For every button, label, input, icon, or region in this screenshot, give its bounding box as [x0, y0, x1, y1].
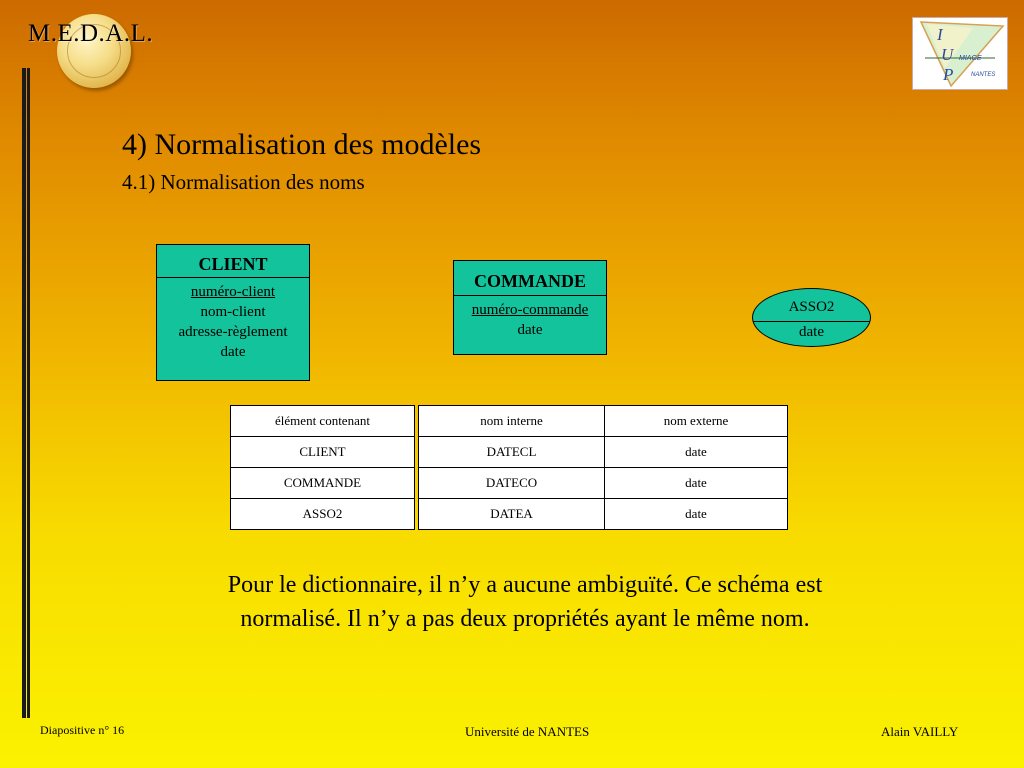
entity-client-attr: adresse-règlement — [178, 324, 288, 340]
entity-client-attrs — [157, 278, 309, 362]
association-asso2 — [752, 288, 871, 347]
conclusion-paragraph: Pour le dictionnaire, il n’y a aucune ambiguïté. Ce schéma est normalisé. Il n’y a pas deux propriétés ayant le même nom. — [227, 572, 823, 632]
brand-title: M.E.D.A.L. — [28, 20, 154, 47]
association-attr: date — [799, 324, 824, 340]
entity-client-name: CLIENT — [157, 245, 309, 278]
table-cell: date — [605, 499, 788, 530]
entity-client-key: numéro-client — [190, 284, 276, 300]
footer-slide-number: Diapositive n° 16 — [40, 723, 125, 737]
entity-client-attr: nom-client — [200, 304, 266, 320]
entity-client-attr: date — [220, 344, 246, 360]
svg-text:U: U — [941, 45, 954, 64]
footer-university: Université de NANTES — [465, 724, 590, 739]
entity-commande-attr: date — [517, 322, 543, 338]
entity-client — [156, 244, 310, 381]
iup-logo-icon — [913, 18, 1007, 89]
dictionary-table-container — [230, 405, 415, 530]
slide-subtitle: 4.1) Normalisation des noms — [122, 170, 365, 194]
table-cell: DATEA — [419, 499, 605, 530]
table-header-cell: nom externe — [605, 406, 788, 437]
table-cell: date — [605, 468, 788, 499]
table-header-cell: élément contenant — [231, 406, 415, 437]
entity-commande-attrs — [454, 296, 606, 340]
table-cell: CLIENT — [231, 437, 415, 468]
table-header-cell: nom interne — [419, 406, 605, 437]
left-rule-inner — [27, 68, 30, 718]
svg-text:NANTES: NANTES — [971, 72, 996, 78]
svg-text:P: P — [943, 65, 954, 84]
entity-commande-key: numéro-commande — [471, 302, 589, 318]
svg-text:MIAGE: MIAGE — [959, 55, 982, 62]
svg-text:I: I — [937, 25, 943, 44]
association-name: ASSO2 — [753, 289, 870, 322]
slide-title: 4) Normalisation des modèles — [122, 128, 482, 161]
entity-commande-name: COMMANDE — [454, 261, 606, 296]
table-cell: DATECO — [419, 468, 605, 499]
table-cell: DATECL — [419, 437, 605, 468]
iup-logo — [912, 17, 1008, 90]
footer-author: Alain VAILLY — [881, 724, 959, 739]
table-cell: date — [605, 437, 788, 468]
dictionary-table-names — [418, 405, 788, 530]
table-cell: COMMANDE — [231, 468, 415, 499]
table-cell: ASSO2 — [231, 499, 415, 530]
left-rule-outer — [22, 68, 26, 718]
entity-commande — [453, 260, 607, 355]
